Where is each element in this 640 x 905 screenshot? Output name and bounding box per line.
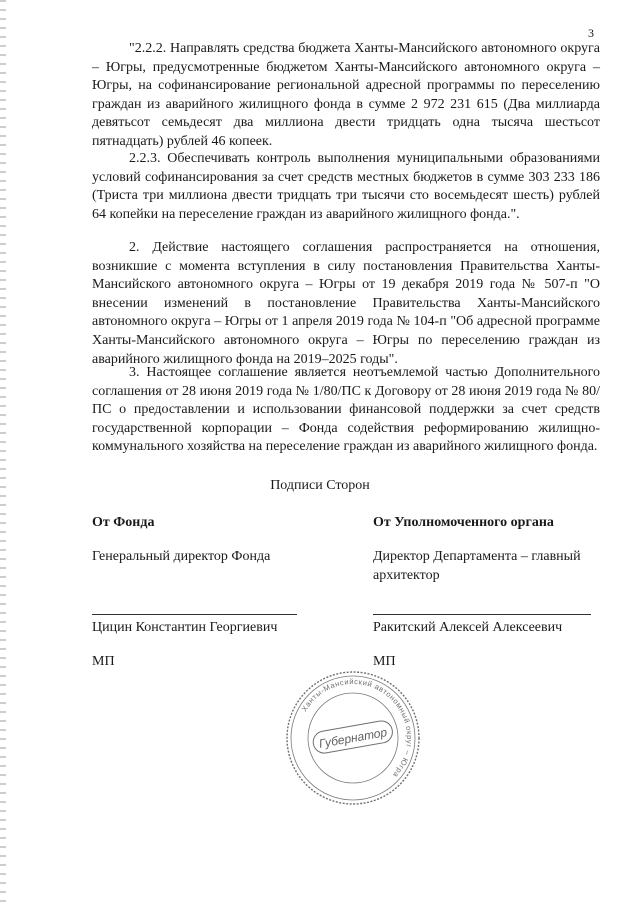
right-party-label: От Уполномоченного органа [373, 515, 554, 530]
right-signature-line [373, 614, 591, 615]
left-signature-line [92, 614, 297, 615]
stamp-center-text: Губернатор [317, 725, 389, 751]
left-position: Генеральный директор Фонда [92, 549, 271, 564]
left-signer-name: Цицин Константин Георгиевич [92, 620, 278, 635]
scan-edge-artifact [0, 0, 6, 905]
left-seal-mark: МП [92, 654, 115, 669]
signatures-heading: Подписи Сторон [270, 478, 370, 493]
right-position: Директор Департамента – главный архитектор [373, 549, 581, 583]
right-seal-mark: МП [373, 654, 396, 669]
clause-3: 3. Настоящее соглашение является неотъемлемой частью Дополнительного соглашения от 28 июня 2019 года № 1/80/ПС к Договору от 28 июня 2019 года № 80/ПС о предоставлении и использовании финансовой поддержки за счет средств государственной корпорации – Фонда содействия реформированию жилищно-коммунального хозяйства на переселение граждан из аварийного жилищного фонда. [92, 365, 600, 455]
clause-2-2-2: "2.2.2. Направлять средства бюджета Ханты-Мансийского автономного округа – Югры, предусмотренные бюджетом Ханты-Мансийского автономного округа – Югры, на софинансирование региональной адресной программы по переселению граждан из аварийного жилищного фонда в сумме 2 972 231 615 (Два миллиарда девятьсот семьдесят два миллиона двести тридцать одна тысяча шестьсот пятнадцать) рублей 46 копеек. [92, 41, 600, 149]
official-stamp [283, 668, 423, 808]
left-party-label: От Фонда [92, 515, 155, 530]
clause-2: 2. Действие настоящего соглашения распространяется на отношения, возникшие с момента вступления в силу постановления Правительства Ханты-Мансийского автономного округа – Югры от 19 декабря 2019 года № 507-п "О внесении изменений в постановление Правительства Ханты-Мансийского автономного округа – Югры от 1 апреля 2019 года № 104-п "Об адресной программе Ханты-Мансийского автономного округа – Югры по переселению граждан из аварийного жилищного фонда на 2019–2025 годы". [92, 240, 600, 367]
page-number: 3 [588, 26, 594, 40]
right-signer-name: Ракитский Алексей Алексеевич [373, 620, 563, 635]
stamp-ring-text: Ханты-Мансийский автономный округ – Югра [299, 676, 415, 780]
clause-2-2-3: 2.2.3. Обеспечивать контроль выполнения муниципальными образованиями условий софинансирования за счет средств местных бюджетов в сумме 303 233 186 (Триста три миллиона двести тридцать три тысячи сто восемьдесят шесть) рублей 64 копейки на переселение граждан из аварийного жилищного фонда.". [92, 151, 600, 222]
